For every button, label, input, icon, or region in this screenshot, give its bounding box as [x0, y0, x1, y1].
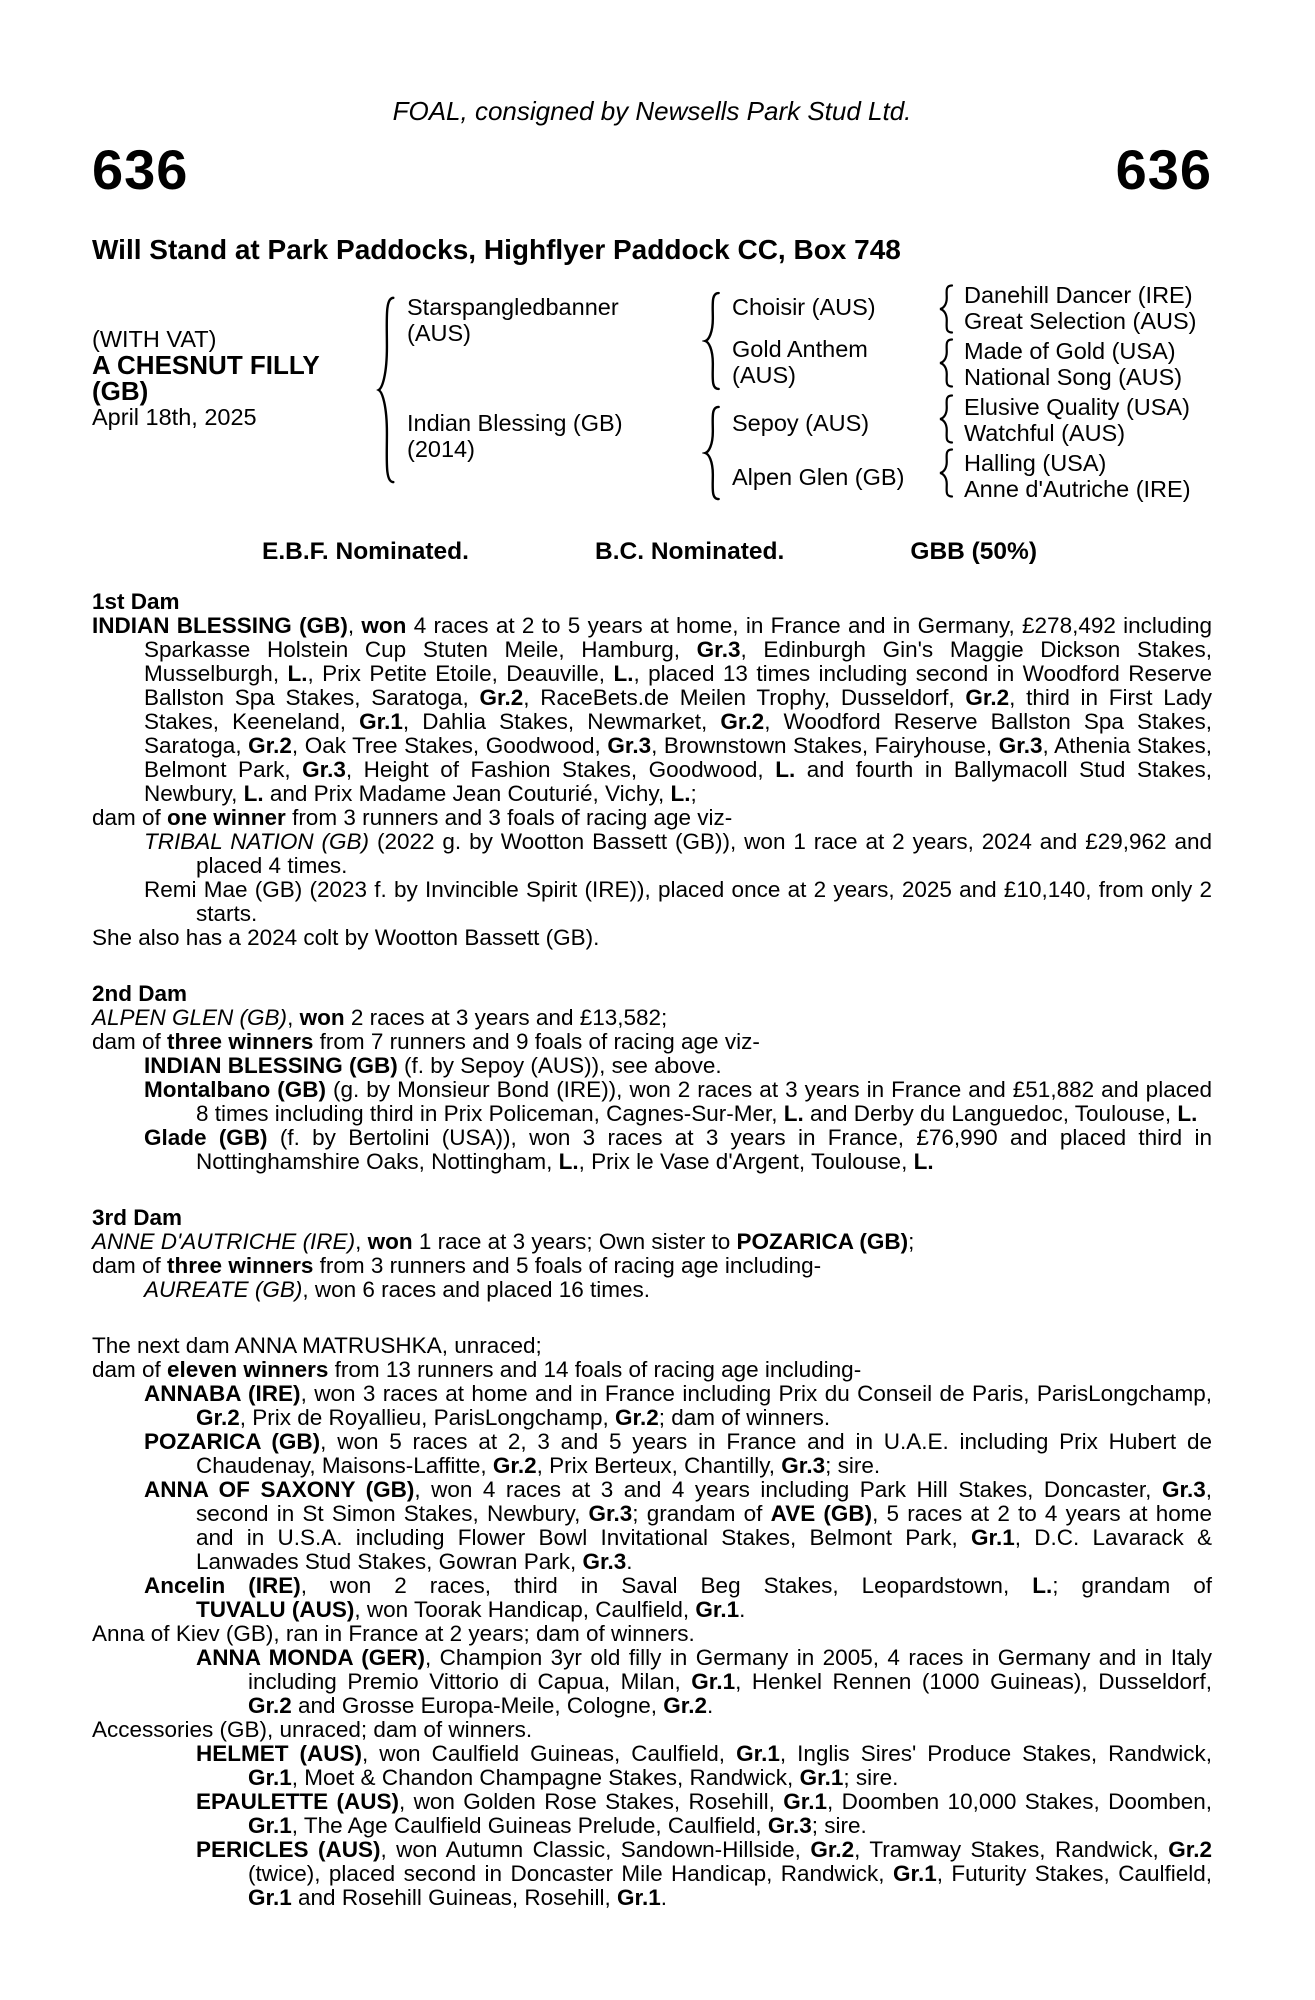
- lot-number-right: 636: [1115, 138, 1212, 201]
- offspring-paragraph: TRIBAL NATION (GB) (2022 g. by Wootton Bassett (GB)), won 1 race at 2 years, 2024 and £29,962 and placed 4 times.: [144, 829, 1212, 878]
- curly-brace-icon: [937, 284, 955, 334]
- offspring-paragraph: POZARICA (GB), won 5 races at 2, 3 and 5 years in France and in U.A.E. including Prix Hubert de Chaudenay, Maisons-Laffitte, Gr.2, Prix Berteux, Chantilly, Gr.3; sire.: [144, 1429, 1212, 1478]
- horse-name-suffix: (GB): [92, 376, 149, 406]
- dam-paragraph: ANNE D'AUTRICHE (IRE), won 1 race at 3 years; Own sister to POZARICA (GB);: [92, 1229, 915, 1254]
- produce-summary: dam of one winner from 3 runners and 3 foals of racing age viz-: [92, 805, 733, 830]
- curly-brace-icon: [702, 290, 722, 392]
- section-heading-3rd-dam: 3rd Dam: [92, 1205, 183, 1230]
- page-content: [92, 0, 1212, 1910]
- section-next-dam: [92, 1334, 1212, 1910]
- vat-note: (WITH VAT): [92, 326, 217, 352]
- descendant-paragraph: ANNA MONDA (GER), Champion 3yr old filly in Germany in 2005, 4 races in Germany and in Italy including Premio Vittorio di Capua, Milan, Gr.1, Henkel Rennen (1000 Guineas), Dusseldorf, Gr.2 and Grosse Europa-Meile, Cologne, Gr.2.: [196, 1645, 1212, 1718]
- note-paragraph: She also has a 2024 colt by Wootton Bassett (GB).: [92, 925, 600, 950]
- offspring-paragraph: Glade (GB) (f. by Bertolini (USA)), won 3 races at 3 years in France, £76,990 and placed third in Nottinghamshire Oaks, Nottingham, L., Prix le Vase d'Argent, Toulouse, L.: [144, 1125, 1212, 1174]
- produce-summary: dam of eleven winners from 13 runners and 14 foals of racing age including-: [92, 1357, 862, 1382]
- dam-name: Indian Blessing (GB) (2014): [407, 410, 623, 462]
- dam-paragraph: INDIAN BLESSING (GB), won 4 races at 2 to 5 years at home, in France and in Germany, £278,492 including Sparkasse Holstein Cup Stuten Meile, Hamburg, Gr.3, Edinburgh Gin's Maggie Dickson Stakes, Musselburgh, L., Prix Petite Etoile, Deauville, L., placed 13 times including second in Woodford Reserve Ballston Spa Stakes, Saratoga, Gr.2, RaceBets.de Meilen Trophy, Dusseldorf, Gr.2, third in First Lady Stakes, Keeneland, Gr.1, Dahlia Stakes, Newmarket, Gr.2, Woodford Reserve Ballston Spa Stakes, Saratoga, Gr.2, Oak Tree Stakes, Goodwood, Gr.3, Brownstown Stakes, Fairyhouse, Gr.3, Athenia Stakes, Belmont Park, Gr.3, Height of Fashion Stakes, Goodwood, L. and fourth in Ballymacoll Stud Stakes, Newbury, L. and Prix Madame Jean Couturié, Vichy, L.;: [92, 613, 1212, 806]
- ggp-name: Great Selection (AUS): [964, 308, 1197, 334]
- ggp-name: Watchful (AUS): [964, 420, 1126, 446]
- descendant-paragraph: TUVALU (AUS), won Toorak Handicap, Caulfield, Gr.1.: [196, 1597, 746, 1622]
- consignor-line: FOAL, consigned by Newsells Park Stud Ltd.: [392, 96, 912, 126]
- nominations-row: [262, 538, 1037, 566]
- offspring-paragraph: INDIAN BLESSING (GB) (f. by Sepoy (AUS)), see above.: [144, 1053, 722, 1078]
- descendant-paragraph: PERICLES (AUS), won Autumn Classic, Sandown-Hillside, Gr.2, Tramway Stakes, Randwick, Gr.2 (twice), placed second in Doncaster Mile Handicap, Randwick, Gr.1, Futurity Stakes, Caulfield, Gr.1 and Rosehill Guineas, Rosehill, Gr.1.: [196, 1837, 1213, 1910]
- descendant-paragraph: HELMET (AUS), won Caulfield Guineas, Caulfield, Gr.1, Inglis Sires' Produce Stakes, Randwick, Gr.1, Moet & Chandon Champagne Stakes, Randwick, Gr.1; sire.: [196, 1741, 1212, 1790]
- gbb-nomination: GBB (50%): [910, 538, 1037, 565]
- produce-summary: dam of three winners from 3 runners and 5 foals of racing age including-: [92, 1253, 822, 1278]
- dam-dam-name: Alpen Glen (GB): [732, 464, 905, 490]
- offspring-paragraph: Anna of Kiev (GB), ran in France at 2 years; dam of winners.: [92, 1621, 695, 1646]
- ebf-nomination: E.B.F. Nominated.: [262, 538, 469, 565]
- curly-brace-icon: [702, 404, 722, 502]
- ggp-name: Made of Gold (USA): [964, 338, 1176, 364]
- sire-sire-name: Choisir (AUS): [732, 294, 876, 320]
- curly-brace-icon: [937, 448, 955, 498]
- stand-location-line: Will Stand at Park Paddocks, Highflyer Paddock CC, Box 748: [92, 234, 901, 265]
- section-heading-2nd-dam: 2nd Dam: [92, 981, 188, 1006]
- sire-name: Starspangledbanner (AUS): [407, 294, 619, 346]
- produce-summary: dam of three winners from 7 runners and 9 foals of racing age viz-: [92, 1029, 760, 1054]
- offspring-paragraph: Ancelin (IRE), won 2 races, third in Saval Beg Stakes, Leopardstown, L.; grandam of: [144, 1573, 1212, 1598]
- ggp-name: Halling (USA): [964, 450, 1107, 476]
- dam-sire-name: Sepoy (AUS): [732, 410, 870, 436]
- offspring-paragraph: ANNA OF SAXONY (GB), won 4 races at 3 and 4 years including Park Hill Stakes, Doncaster, Gr.3, second in St Simon Stakes, Newbury, Gr.3; grandam of AVE (GB), 5 races at 2 to 4 years at home and in U.S.A. including Flower Bowl Invitational Stakes, Belmont Park, Gr.1, D.C. Lavarack & Lanwades Stud Stakes, Gowran Park, Gr.3.: [144, 1477, 1213, 1574]
- curly-brace-icon: [937, 394, 955, 444]
- bc-nomination: B.C. Nominated.: [595, 538, 785, 565]
- horse-identity-block: [92, 326, 320, 430]
- offspring-paragraph: Montalbano (GB) (g. by Monsieur Bond (IRE)), won 2 races at 3 years in France and £51,882 and placed 8 times including third in Prix Policeman, Cagnes-Sur-Mer, L. and Derby du Languedoc, Toulouse, L.: [144, 1077, 1212, 1126]
- ggp-name: Elusive Quality (USA): [964, 394, 1190, 420]
- ggp-name: Danehill Dancer (IRE): [964, 282, 1193, 308]
- ggp-name: National Song (AUS): [964, 364, 1183, 390]
- offspring-paragraph: Accessories (GB), unraced; dam of winners.: [92, 1717, 533, 1742]
- section-heading-1st-dam: 1st Dam: [92, 589, 180, 614]
- section-1st-dam: [92, 590, 1212, 950]
- curly-brace-icon: [375, 292, 397, 488]
- dam-paragraph: The next dam ANNA MATRUSHKA, unraced;: [92, 1333, 542, 1358]
- pedigree-table: [92, 282, 1212, 522]
- offspring-paragraph: ANNABA (IRE), won 3 races at home and in France including Prix du Conseil de Paris, ParisLongchamp, Gr.2, Prix de Royallieu, ParisLongchamp, Gr.2; dam of winners.: [144, 1381, 1212, 1430]
- offspring-paragraph: AUREATE (GB), won 6 races and placed 16 times.: [144, 1277, 651, 1302]
- section-3rd-dam: [92, 1206, 1212, 1302]
- lot-number-row: [92, 138, 1212, 201]
- sire-dam-name: Gold Anthem (AUS): [732, 336, 868, 388]
- foaling-date: April 18th, 2025: [92, 404, 257, 430]
- pedigree-text: [92, 590, 1212, 1910]
- lot-number-left: 636: [92, 138, 189, 201]
- ggp-name: Anne d'Autriche (IRE): [964, 476, 1191, 502]
- curly-brace-icon: [937, 338, 955, 388]
- section-2nd-dam: [92, 982, 1212, 1174]
- horse-name: A CHESNUT FILLY: [92, 350, 320, 380]
- dam-paragraph: ALPEN GLEN (GB), won 2 races at 3 years and £13,582;: [92, 1005, 668, 1030]
- descendant-paragraph: EPAULETTE (AUS), won Golden Rose Stakes, Rosehill, Gr.1, Doomben 10,000 Stakes, Doomben, Gr.1, The Age Caulfield Guineas Prelude, Caulfield, Gr.3; sire.: [196, 1789, 1212, 1838]
- offspring-paragraph: Remi Mae (GB) (2023 f. by Invincible Spirit (IRE)), placed once at 2 years, 2025 and £10,140, from only 2 starts.: [144, 877, 1212, 926]
